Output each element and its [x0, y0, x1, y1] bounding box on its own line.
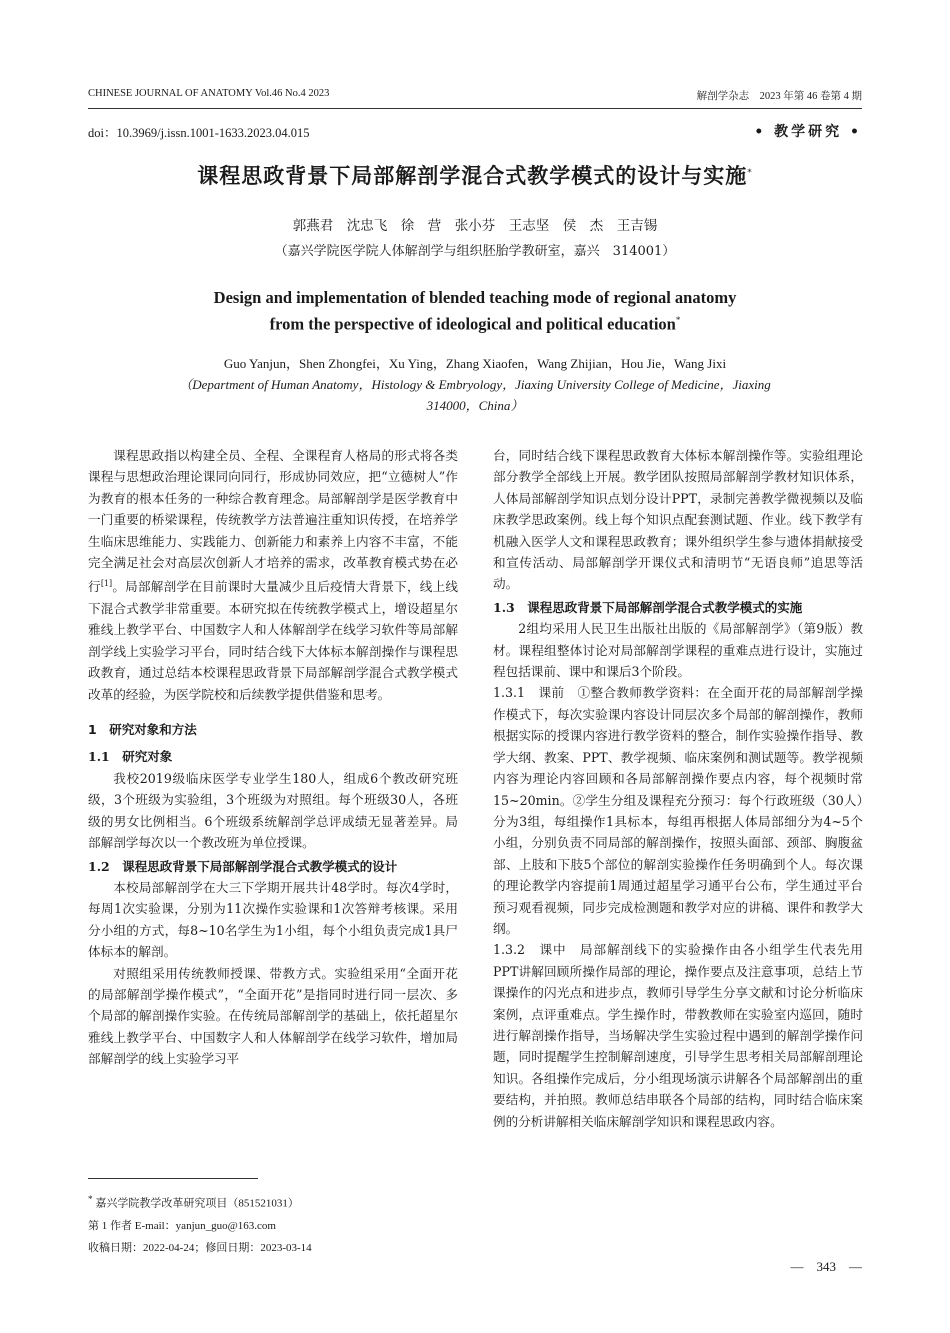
right-column [493, 445, 863, 1132]
affiliation-en: （Department of Human Anatomy，Histology & Embryology，Jiaxing University College of Medicine，Jiaxing 314000，China） [179, 377, 784, 413]
title-en-line2-wrap [0, 309, 950, 336]
title-en-line2: from the perspective of ideological and political education [269, 314, 676, 334]
footnote-email[interactable]: 第 1 作者 E-mail：yanjun_guo@163.com [88, 1219, 276, 1232]
title-cn [0, 160, 950, 190]
paragraph-1-2b: 对照组采用传统教师授课、带教方式。实验组采用“全面开花的局部解剖学操作模式”，“全面开花”是指同时进行同一层次、多个局部的解剖操作实验。在传统局部解剖学的基础上，依托超星尔雅线上教学平台、中国数字人和人体解剖学在线学习软件，增加局部解剖学的线上实验学习平 [88, 965, 458, 1067]
citation-ref[interactable]: [1] [100, 579, 113, 589]
intro-text-b: 。局部解剖学在目前课时大量减少且后疫情大背景下，线上线下混合式教学非常重要。本研究拟在传统教学模式上，增设超星尔雅线上教学平台、中国数字人和人体解剖学在线学习软件等局部解剖学线上实验学习平台，同时结合线下大体标本解剖操作与课程思政教育，通过总结本校课程思政背景下局部解剖学混合式教学模式改革的经验，为医学院校和后续教学提供借鉴和思考。 [88, 579, 459, 702]
paragraph-1-3-2: 1.3.2 课中 局部解剖线下的实验操作由各小组学生代表先用PPT讲解回顾所操作局部的理论，操作要点及注意事项，总结上节课操作的闪光点和进步点，教师引导学生分享文献和讨论分析临床案例，点评重难点。学生操作时，带教教师在实验室内巡回，随时进行解剖操作指导，当场解决学生实验过程中遇到的解剖学操作问题，同时提醒学生控制解剖速度，引导学生思考相关局部解剖理论知识。各组操作完成后，分小组现场演示讲解各个局部解剖出的重要结构，并拍照。教师总结串联各个局部的结构，同时结合临床案例的分析讲解相关临床解剖学知识和课程思政内容。 [493, 942, 863, 1129]
header-divider [88, 108, 862, 109]
authors-cn: 郭燕君 沈忠飞 徐 营 张小芬 王志坚 侯 杰 王吉锡 [292, 218, 658, 234]
doi[interactable]: doi：10.3969/j.issn.1001-1633.2023.04.015 [88, 126, 310, 140]
journal-header-cn: 解剖学杂志 2023 年第 46 卷第 4 期 [696, 91, 862, 102]
footnote-fund-text: 嘉兴学院教学改革研究项目（851521031） [95, 1197, 299, 1210]
footnote-divider [88, 1178, 258, 1179]
title-cn-text: 课程思政背景下局部解剖学混合式教学模式的设计与实施 [197, 164, 748, 188]
authors-en: Guo Yanjun，Shen Zhongfei，Xu Ying，Zhang Xiaofen，Wang Zhijian，Hou Jie，Wang Jixi [223, 356, 727, 371]
paragraph-1-2a: 本校局部解剖学在大三下学期开展共计48学时。每次4学时，每周1次实验课，分别为11次操作实验课和1次答辩考核课。采用分小组的方式，每8~10名学生为1小组，每个小组负责完成1具尸体标本的解剖。 [88, 879, 458, 960]
paragraph-1-3: 2组均采用人民卫生出版社出版的《局部解剖学》（第9版）教材。课程组整体讨论对局部解剖学课程的重难点进行设计，实施过程包括课前、课中和课后3个阶段。 [493, 621, 863, 680]
title-en-footnote-mark: * [675, 315, 681, 325]
footnote-mark: * [88, 1194, 93, 1204]
subsection-heading-1-2: 1.2 课程思政背景下局部解剖学混合式教学模式的设计 [88, 858, 398, 874]
title-cn-footnote-mark: * [747, 168, 753, 178]
page-number: — 343 — [790, 1259, 862, 1274]
paragraph-1-1: 我校2019级临床医学专业学生180人，组成6个教改研究班级，3个班级为实验组，3个班级为对照组。每个班级30人，各班级的男女比例相当。6个班级系统解剖学总评成绩无显著差异。局部解剖学每次以一个教改班为单位授课。 [88, 770, 458, 851]
section-heading-1: 1 研究对象和方法 [88, 722, 197, 738]
affiliation-cn: （嘉兴学院医学院人体解剖学与组织胚胎学教研室，嘉兴 314001） [274, 244, 676, 259]
intro-paragraph [88, 445, 458, 705]
footnotes [88, 1188, 312, 1259]
section-tag: • 教学研究 • [754, 124, 862, 140]
intro-text-a: 课程思政指以构建全员、全程、全课程育人格局的形式将各类课程与思想政治理论课同向同行，形成协同效应，把“立德树人”作为教育的根本任务的一种综合教育理念。局部解剖学是医学教育中一门重要的桥梁课程，传统教学方法普遍注重知识传授，在培养学生临床思维能力、实践能力、创新能力和素养上内容不丰富，不能完全满足社会对高层次创新人才培养的需求，改革教育模式势在必行 [88, 448, 458, 595]
footnote-dates: 收稿日期：2022-04-24；修回日期：2023-03-14 [88, 1241, 312, 1254]
subsection-heading-1-3: 1.3 课程思政背景下局部解剖学混合式教学模式的实施 [493, 599, 803, 615]
journal-header-en: CHINESE JOURNAL OF ANATOMY Vol.46 No.4 2023 [88, 88, 330, 99]
paragraph-continued: 台，同时结合线下课程思政教育大体标本解剖操作等。实验组理论部分教学全部线上开展。教学团队按照局部解剖学教材知识体系，人体局部解剖学知识点划分设计PPT，录制完善教学微视频以及临床教学思政案例。线上每个知识点配套测试题、作业。线下教学有机融入医学人文和课程思政教育；课外组织学生参与遗体捐献接受和宣传活动、局部解剖学开课仪式和清明节“无语良师”追思等活动。 [493, 448, 863, 592]
title-en-line1: Design and implementation of blended teaching mode of regional anatomy [213, 288, 737, 307]
footnote-fund [88, 1188, 312, 1215]
paragraph-1-3-1: 1.3.1 课前 ①整合教师教学资料：在全面开花的局部解剖学操作模式下，每次实验课内容设计同层次多个局部的解剖操作，教师根据实际的授课内容进行教学资料的整合，制作实验操作指导、教学大纲、教案、PPT、教学视频、临床案例和测试题等。教学视频内容为理论内容回顾和各局部解剖操作要点内容，每个视频时常15~20min。②学生分组及课程充分预习：每个行政班级（30人）分为3组，每组操作1具标本，每组再根据人体局部细分为4~5个小组，分别负责不同局部的解剖操作，按照头面部、颈部、胸腹盆部、上肢和下肢5个部位的解剖实验操作任务明确到个人。每次课的理论教学内容提前1周通过超星学习通平台公布，学生通过平台预习观看视频，同步完成检测题和教学对应的讲稿、课件和教学大纲。 [493, 685, 863, 936]
subsection-heading-1-1: 1.1 研究对象 [88, 749, 173, 765]
left-column [88, 445, 458, 1070]
title-en [0, 286, 950, 336]
